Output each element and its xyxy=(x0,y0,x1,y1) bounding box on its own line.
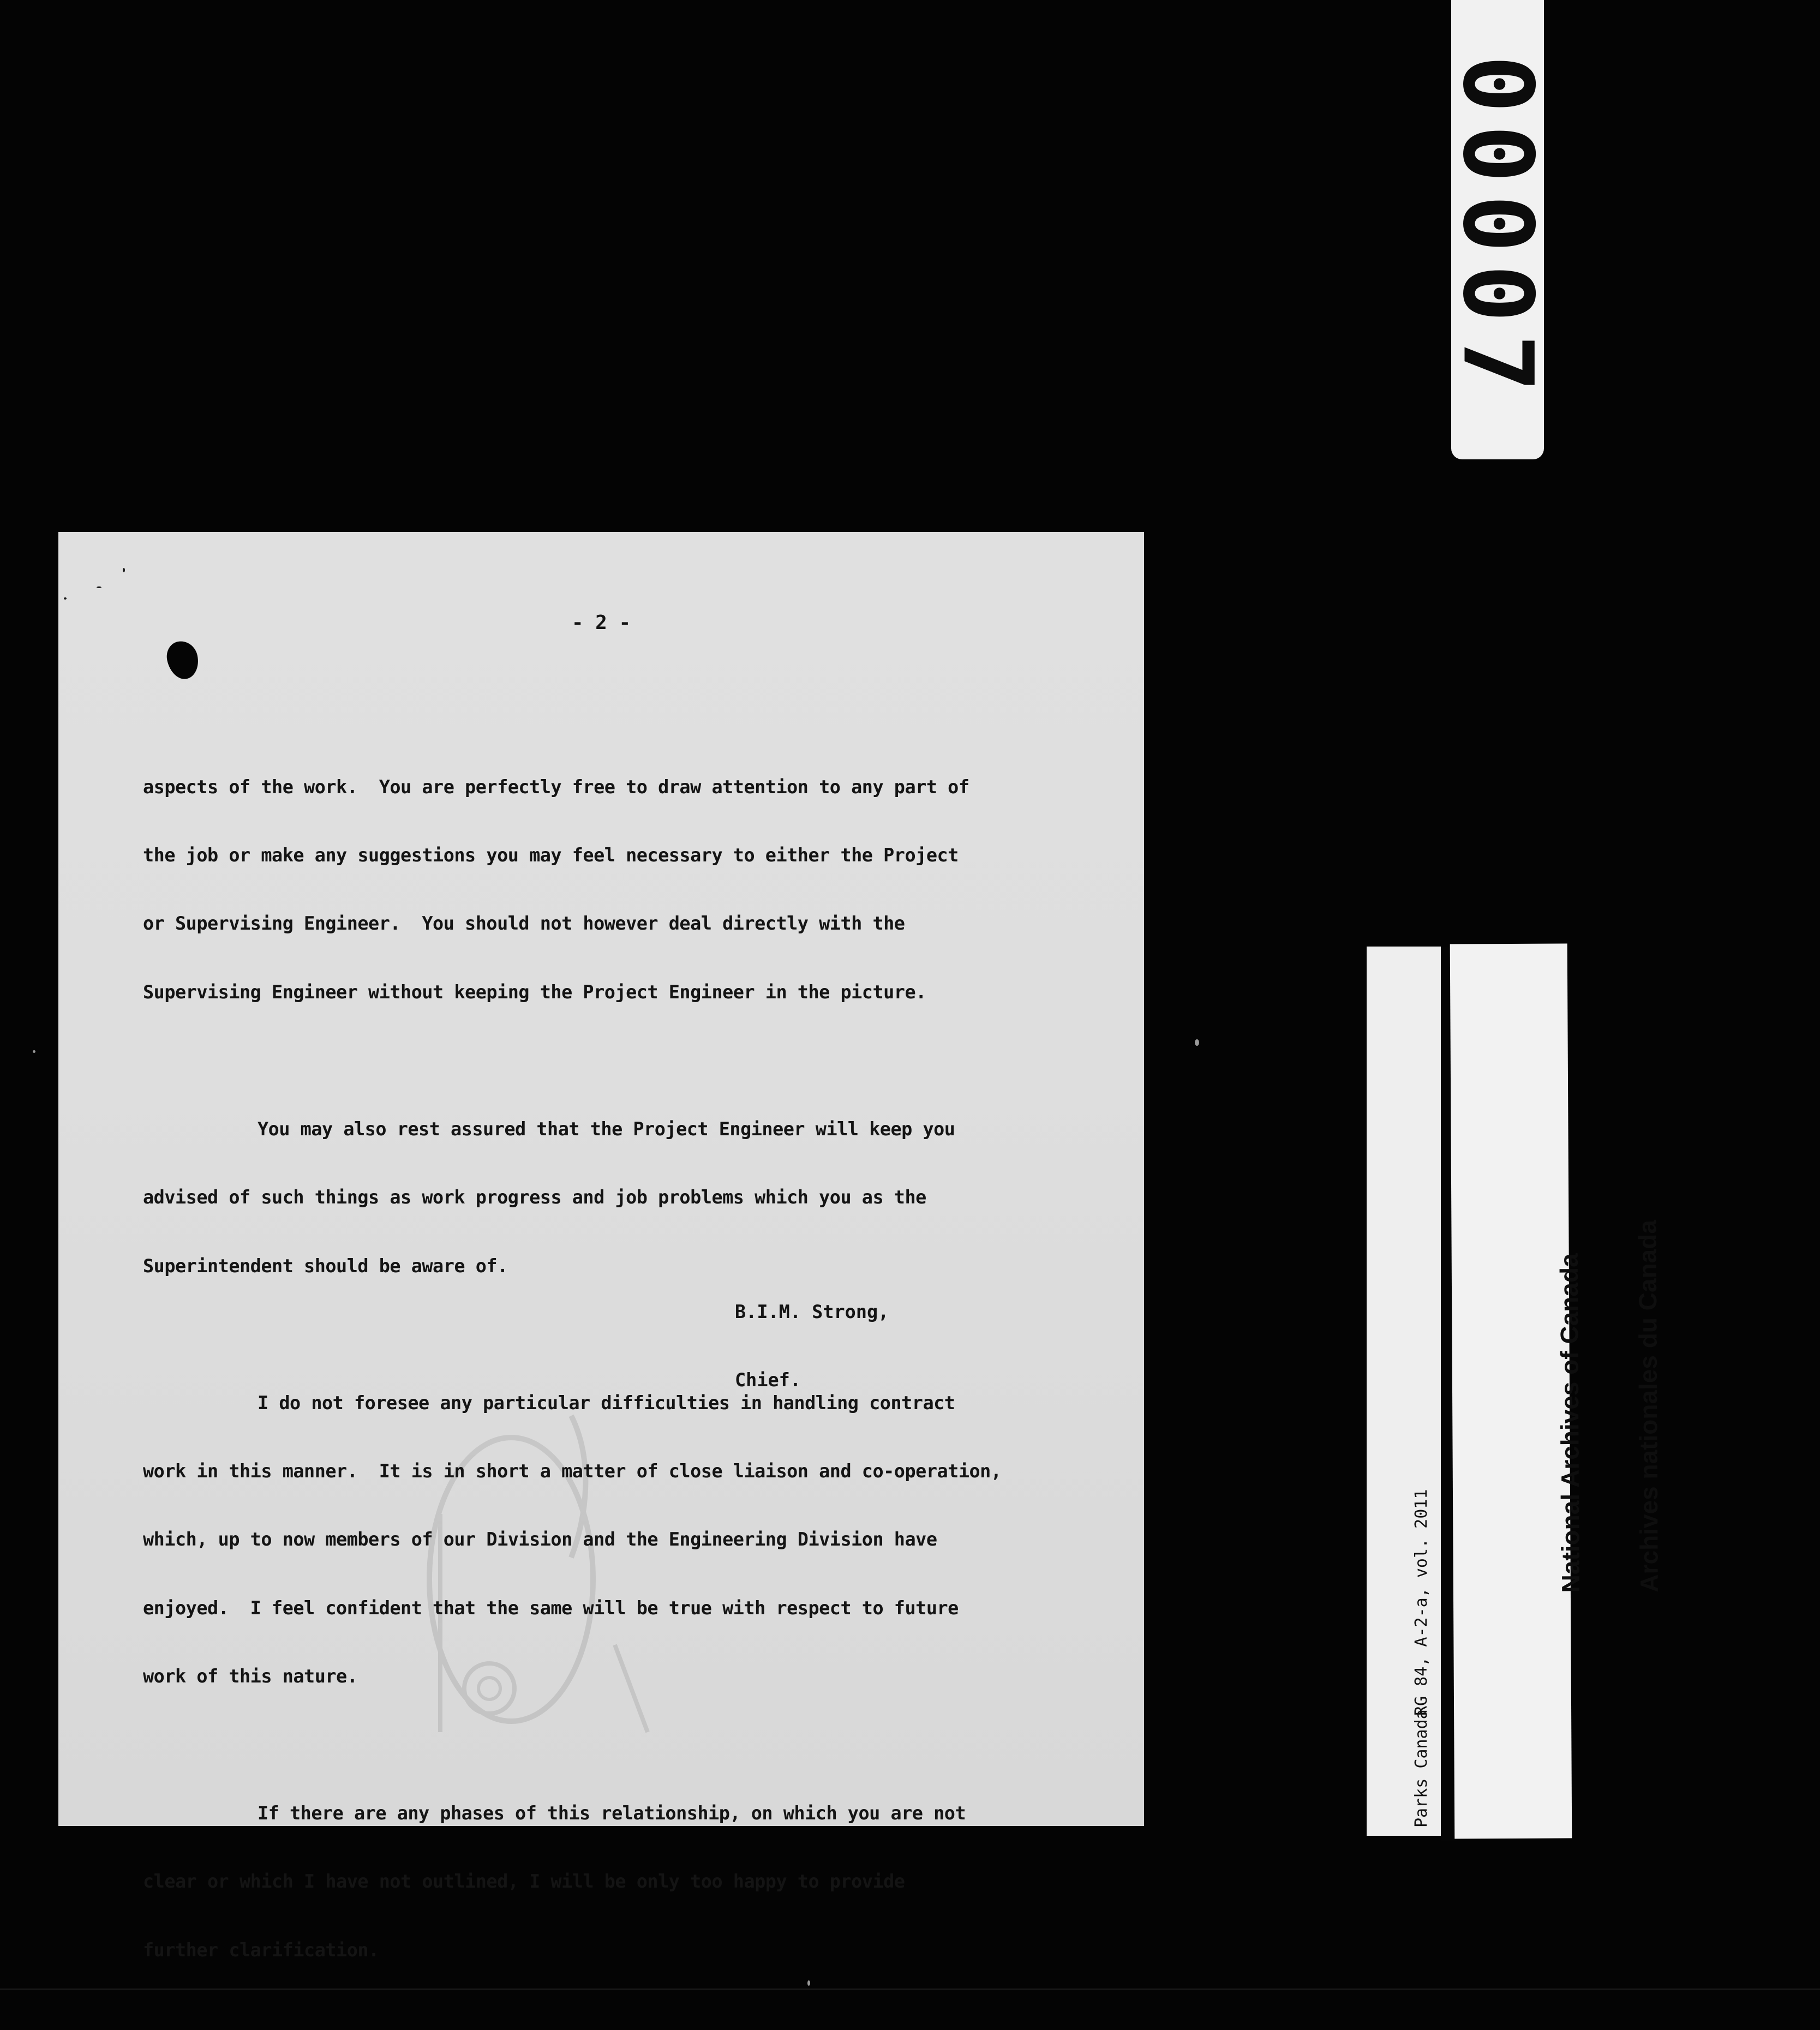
text-line: work of this nature. xyxy=(143,1666,358,1687)
page-speck xyxy=(64,597,67,600)
text-line: Superintendent should be aware of. xyxy=(143,1255,508,1277)
national-archives-label xyxy=(1450,943,1663,1839)
dust-speck xyxy=(807,1980,810,1986)
scan-edge-line xyxy=(0,1989,1820,1990)
page-speck xyxy=(123,568,125,572)
signature-block xyxy=(735,1255,889,1437)
text-line: the job or make any suggestions you may feel necessary to either the Project xyxy=(143,844,959,866)
page-number: - 2 - xyxy=(571,612,631,634)
paragraph-1 xyxy=(143,730,1002,1049)
text-line: further clarification. xyxy=(143,1939,379,1961)
institution-line: National Archives of Canada xyxy=(1554,1253,1585,1593)
page-speck xyxy=(97,586,101,588)
text-line: or Supervising Engineer. You should not however deal directly with the xyxy=(143,913,905,935)
reference-line: RG 84, A-2-a, vol. 2011 xyxy=(1412,1489,1431,1716)
frame-number: 00007 xyxy=(1441,55,1554,404)
dust-speck xyxy=(33,1050,35,1053)
institution-line: Archives nationales du Canada xyxy=(1633,1220,1663,1592)
dust-speck xyxy=(1195,1039,1199,1046)
text-line: which, up to now members of our Division and the Engineering Division have xyxy=(143,1529,937,1550)
text-line: You may also rest assured that the Project Engineer will keep you xyxy=(258,1118,955,1140)
punch-hole xyxy=(164,638,201,682)
text-line: Supervising Engineer without keeping the Project Engineer in the picture. xyxy=(143,981,926,1003)
frame-number-strip xyxy=(1441,0,1554,459)
paragraph-4 xyxy=(143,1756,1002,2007)
signer-title: Chief. xyxy=(735,1369,801,1391)
text-line: advised of such things as work progress and job problems which you as the xyxy=(143,1187,926,1208)
archive-reference-label xyxy=(1367,947,1448,1836)
text-line: If there are any phases of this relationship, on which you are not xyxy=(258,1803,966,1824)
department-line: Parks Canada xyxy=(1412,1709,1431,1828)
text-line: aspects of the work. You are perfectly free to draw attention to any part of xyxy=(143,776,969,798)
text-line: clear or which I have not outlined, I will be only too happy to provide xyxy=(143,1871,905,1893)
text-line: I do not foresee any particular difficulties in handling contract xyxy=(258,1392,955,1414)
institution-name xyxy=(1503,1220,1715,1594)
letter-page xyxy=(58,532,1144,1961)
signer-name: B.I.M. Strong, xyxy=(735,1301,889,1322)
text-line: enjoyed. I feel confident that the same will be true with respect to future xyxy=(143,1597,959,1619)
text-line: work in this manner. It is in short a matter of close liaison and co-operation, xyxy=(143,1460,1002,1482)
